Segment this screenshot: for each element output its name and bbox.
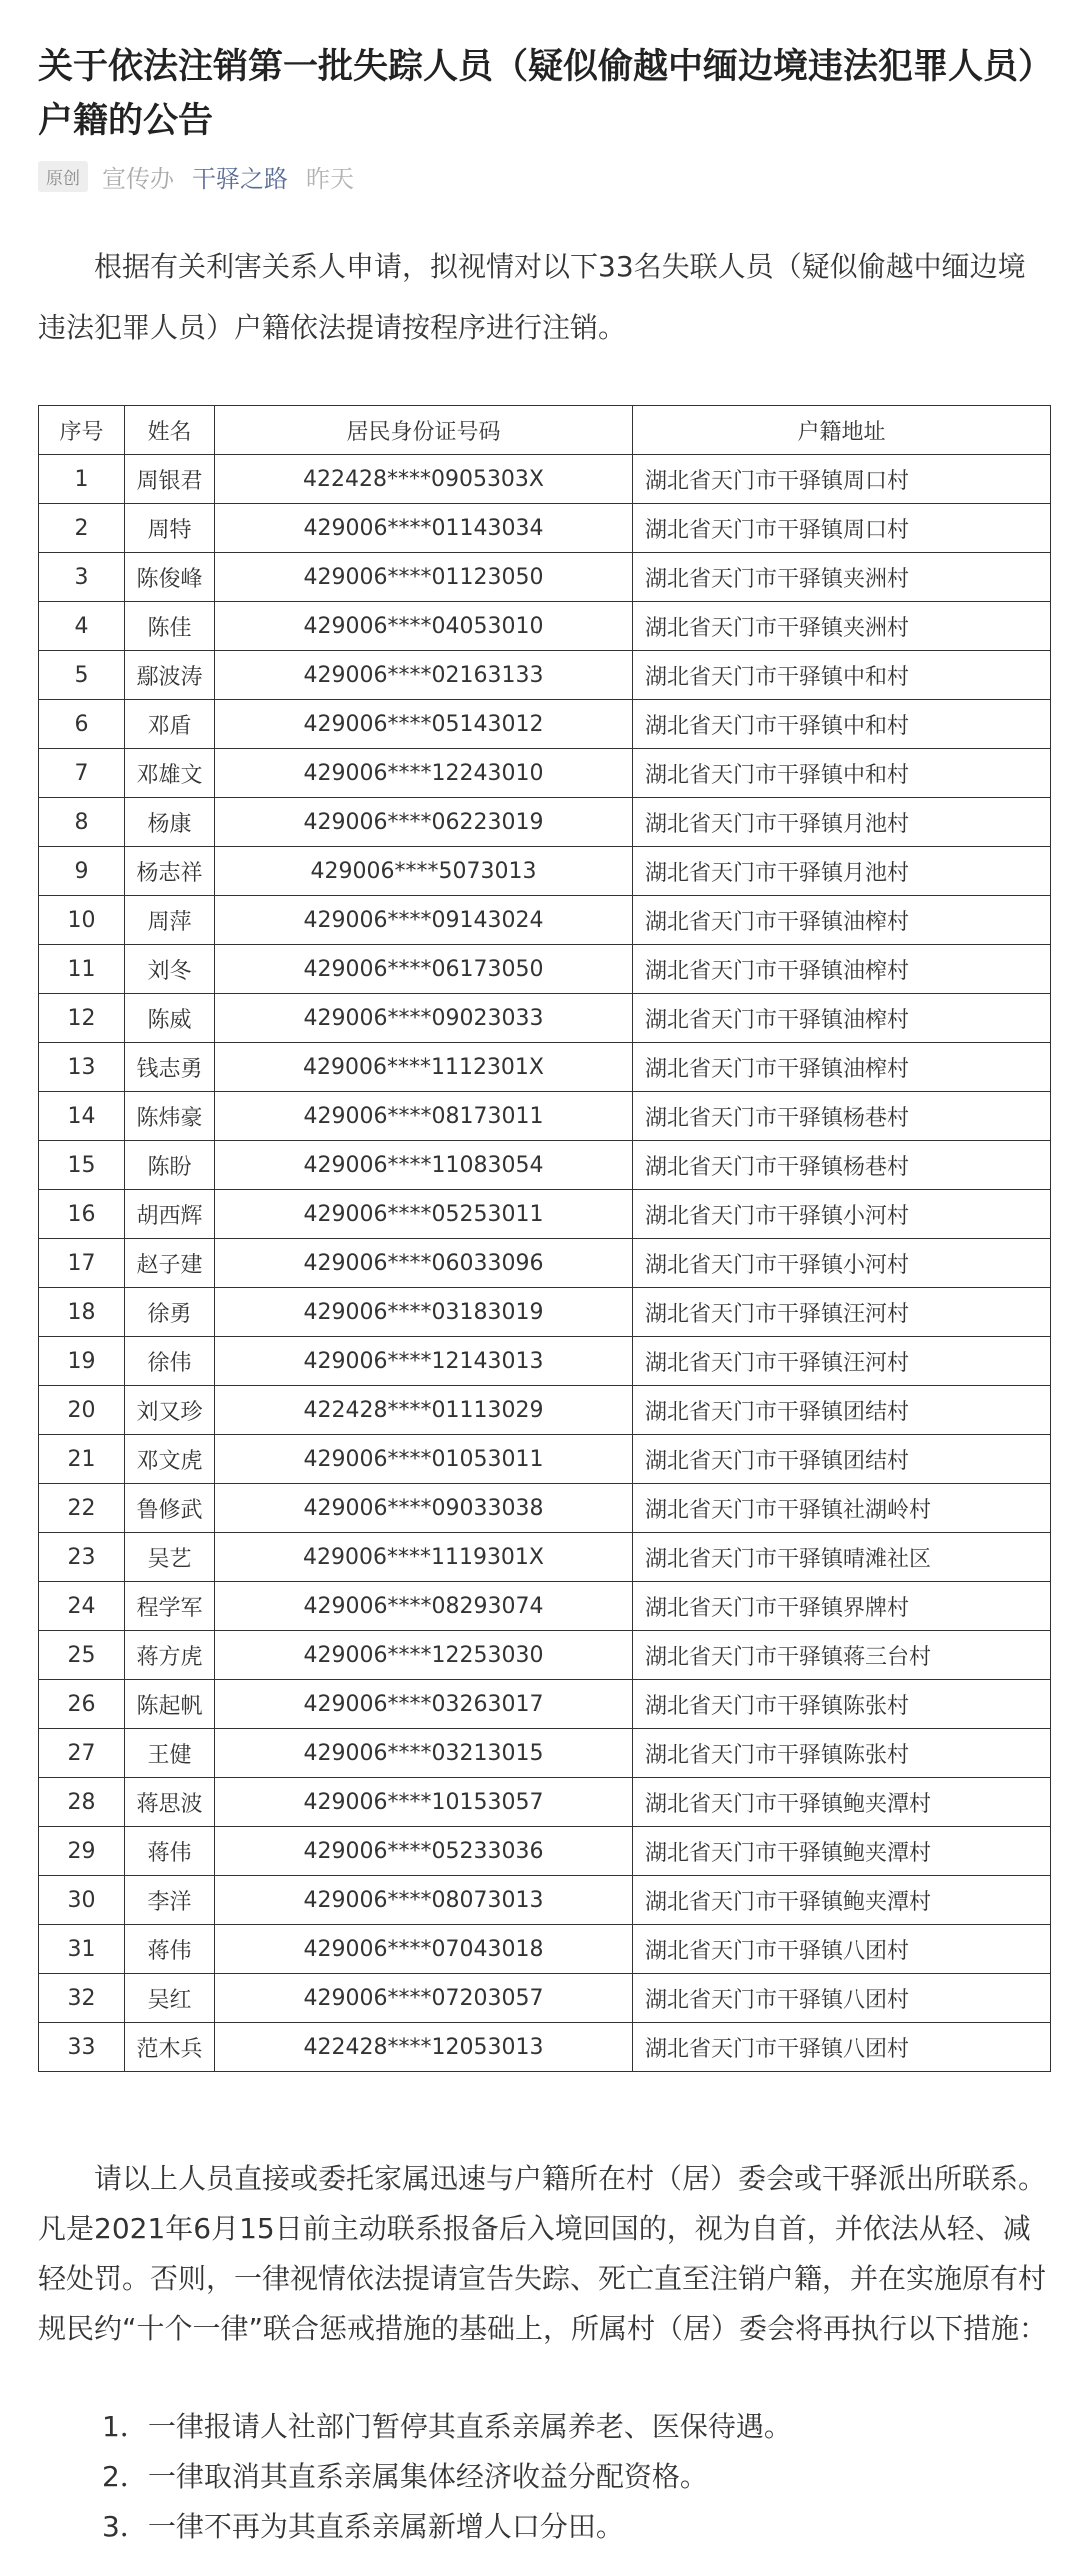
- id-number: 429006****09033038: [215, 1484, 633, 1533]
- table-row: [39, 700, 1051, 749]
- table-row: [39, 602, 1051, 651]
- original-badge: 原创: [38, 161, 88, 192]
- table-row: [39, 847, 1051, 896]
- id-number: 429006****08173011: [215, 1092, 633, 1141]
- table-row: [39, 1925, 1051, 1974]
- id-number: 422428****01113029: [215, 1386, 633, 1435]
- household-address: 湖北省天门市干驿镇团结村: [633, 1386, 1051, 1435]
- id-number: 429006****06223019: [215, 798, 633, 847]
- missing-persons-table: [38, 405, 1051, 2072]
- household-address: 湖北省天门市干驿镇油榨村: [633, 994, 1051, 1043]
- row-number: 13: [39, 1043, 125, 1092]
- row-number: 6: [39, 700, 125, 749]
- table-row: [39, 1092, 1051, 1141]
- id-number: 429006****07203057: [215, 1974, 633, 2023]
- table-row: [39, 1827, 1051, 1876]
- person-name: 刘冬: [125, 945, 215, 994]
- notice-text: 请以上人员直接或委托家属迅速与户籍所在村（居）委会或干驿派出所联系。凡是2021年6月15日前主动联系报备后入境回国的，视为自首，并依法从轻、减轻处罚。否则，一律视情依法提请宣告失踪、死亡直至注销户籍，并在实施原有村规民约“十个一律”联合惩戒措施的基础上，所属村（居）委会将再执行以下措施：: [38, 2162, 1048, 2345]
- person-name: 邓盾: [125, 700, 215, 749]
- household-address: 湖北省天门市干驿镇界牌村: [633, 1582, 1051, 1631]
- id-number: 429006****08293074: [215, 1582, 633, 1631]
- id-number: 422428****12053013: [215, 2023, 633, 2072]
- author-name: 宣传办: [102, 164, 174, 193]
- measure-item: 2．一律取消其直系亲属集体经济收益分配资格。: [102, 2460, 708, 2493]
- id-number: 429006****08073013: [215, 1876, 633, 1925]
- id-number: 429006****12243010: [215, 749, 633, 798]
- id-number: 429006****01123050: [215, 553, 633, 602]
- row-number: 22: [39, 1484, 125, 1533]
- person-name: 陈俊峰: [125, 553, 215, 602]
- table-row: [39, 1631, 1051, 1680]
- household-address: 湖北省天门市干驿镇鲍夹潭村: [633, 1876, 1051, 1925]
- id-number: 429006****02163133: [215, 651, 633, 700]
- household-address: 湖北省天门市干驿镇周口村: [633, 504, 1051, 553]
- table-row: [39, 1680, 1051, 1729]
- table-row: [39, 455, 1051, 504]
- person-name: 杨康: [125, 798, 215, 847]
- id-number: 429006****1112301X: [215, 1043, 633, 1092]
- person-name: 鄢波涛: [125, 651, 215, 700]
- person-name: 徐勇: [125, 1288, 215, 1337]
- account-name-link[interactable]: 干驿之路: [192, 164, 288, 193]
- row-number: 4: [39, 602, 125, 651]
- household-address: 湖北省天门市干驿镇晴滩社区: [633, 1533, 1051, 1582]
- person-name: 周萍: [125, 896, 215, 945]
- id-number: 429006****03263017: [215, 1680, 633, 1729]
- person-name: 李洋: [125, 1876, 215, 1925]
- person-name: 钱志勇: [125, 1043, 215, 1092]
- id-number: 429006****06173050: [215, 945, 633, 994]
- table-row: [39, 1190, 1051, 1239]
- household-address: 湖北省天门市干驿镇八团村: [633, 1925, 1051, 1974]
- row-number: 16: [39, 1190, 125, 1239]
- table-row: [39, 1778, 1051, 1827]
- row-number: 1: [39, 455, 125, 504]
- row-number: 24: [39, 1582, 125, 1631]
- id-number: 429006****03213015: [215, 1729, 633, 1778]
- table-row: [39, 1876, 1051, 1925]
- row-number: 26: [39, 1680, 125, 1729]
- row-number: 25: [39, 1631, 125, 1680]
- household-address: 湖北省天门市干驿镇汪河村: [633, 1288, 1051, 1337]
- household-address: 湖北省天门市干驿镇夹洲村: [633, 553, 1051, 602]
- person-name: 周银君: [125, 455, 215, 504]
- person-name: 邓雄文: [125, 749, 215, 798]
- person-name: 陈威: [125, 994, 215, 1043]
- person-name: 陈炜豪: [125, 1092, 215, 1141]
- table-row: [39, 1288, 1051, 1337]
- row-number: 7: [39, 749, 125, 798]
- person-name: 陈盼: [125, 1141, 215, 1190]
- header-no: 序号: [39, 406, 125, 455]
- household-address: 湖北省天门市干驿镇油榨村: [633, 896, 1051, 945]
- measures-list: [38, 2402, 1048, 2552]
- row-number: 15: [39, 1141, 125, 1190]
- measure-item: 1．一律报请人社部门暂停其直系亲属养老、医保待遇。: [102, 2410, 792, 2443]
- household-address: 湖北省天门市干驿镇陈张村: [633, 1680, 1051, 1729]
- id-number: 429006****07043018: [215, 1925, 633, 1974]
- row-number: 28: [39, 1778, 125, 1827]
- row-number: 31: [39, 1925, 125, 1974]
- table-row: [39, 1484, 1051, 1533]
- household-address: 湖北省天门市干驿镇鲍夹潭村: [633, 1778, 1051, 1827]
- row-number: 23: [39, 1533, 125, 1582]
- id-number: 429006****12253030: [215, 1631, 633, 1680]
- row-number: 3: [39, 553, 125, 602]
- person-name: 蒋思波: [125, 1778, 215, 1827]
- row-number: 18: [39, 1288, 125, 1337]
- household-address: 湖北省天门市干驿镇油榨村: [633, 1043, 1051, 1092]
- row-number: 12: [39, 994, 125, 1043]
- household-address: 湖北省天门市干驿镇八团村: [633, 2023, 1051, 2072]
- row-number: 32: [39, 1974, 125, 2023]
- table-row: [39, 1582, 1051, 1631]
- id-number: 429006****11083054: [215, 1141, 633, 1190]
- household-address: 湖北省天门市干驿镇中和村: [633, 749, 1051, 798]
- household-address: 湖北省天门市干驿镇陈张村: [633, 1729, 1051, 1778]
- household-address: 湖北省天门市干驿镇社湖岭村: [633, 1484, 1051, 1533]
- table-row: [39, 1043, 1051, 1092]
- table-row: [39, 1974, 1051, 2023]
- id-number: 429006****03183019: [215, 1288, 633, 1337]
- table-row: [39, 945, 1051, 994]
- row-number: 9: [39, 847, 125, 896]
- household-address: 湖北省天门市干驿镇杨巷村: [633, 1141, 1051, 1190]
- notice-paragraph: [38, 2154, 1048, 2354]
- household-address: 湖北省天门市干驿镇中和村: [633, 651, 1051, 700]
- person-name: 吴艺: [125, 1533, 215, 1582]
- id-number: 429006****04053010: [215, 602, 633, 651]
- header-name: 姓名: [125, 406, 215, 455]
- row-number: 10: [39, 896, 125, 945]
- household-address: 湖北省天门市干驿镇夹洲村: [633, 602, 1051, 651]
- row-number: 30: [39, 1876, 125, 1925]
- header-address: 户籍地址: [633, 406, 1051, 455]
- id-number: 429006****09143024: [215, 896, 633, 945]
- id-number: 429006****05253011: [215, 1190, 633, 1239]
- row-number: 8: [39, 798, 125, 847]
- row-number: 20: [39, 1386, 125, 1435]
- person-name: 范木兵: [125, 2023, 215, 2072]
- row-number: 17: [39, 1239, 125, 1288]
- id-number: 429006****05143012: [215, 700, 633, 749]
- row-number: 21: [39, 1435, 125, 1484]
- table-row: [39, 2023, 1051, 2072]
- row-number: 2: [39, 504, 125, 553]
- table-row: [39, 1729, 1051, 1778]
- row-number: 14: [39, 1092, 125, 1141]
- table-header-row: [39, 406, 1051, 455]
- person-name: 吴红: [125, 1974, 215, 2023]
- person-name: 周特: [125, 504, 215, 553]
- person-name: 徐伟: [125, 1337, 215, 1386]
- row-number: 33: [39, 2023, 125, 2072]
- person-name: 王健: [125, 1729, 215, 1778]
- row-number: 11: [39, 945, 125, 994]
- publish-date: 昨天: [306, 164, 354, 193]
- person-name: 蒋伟: [125, 1925, 215, 1974]
- id-number: 429006****01143034: [215, 504, 633, 553]
- table-row: [39, 749, 1051, 798]
- table-row: [39, 651, 1051, 700]
- article-meta: [38, 158, 354, 194]
- person-name: 刘又珍: [125, 1386, 215, 1435]
- household-address: 湖北省天门市干驿镇汪河村: [633, 1337, 1051, 1386]
- household-address: 湖北省天门市干驿镇杨巷村: [633, 1092, 1051, 1141]
- person-name: 赵子建: [125, 1239, 215, 1288]
- table-row: [39, 553, 1051, 602]
- intro-paragraph: 根据有关利害关系人申请，拟视情对以下33名失联人员（疑似偷越中缅边境违法犯罪人员）户籍依法提请按程序进行注销。: [38, 250, 1026, 344]
- id-number: 429006****5073013: [215, 847, 633, 896]
- table-row: [39, 1337, 1051, 1386]
- id-number: 429006****12143013: [215, 1337, 633, 1386]
- table-row: [39, 896, 1051, 945]
- person-name: 陈佳: [125, 602, 215, 651]
- id-number: 429006****05233036: [215, 1827, 633, 1876]
- household-address: 湖北省天门市干驿镇月池村: [633, 798, 1051, 847]
- article-title: 关于依法注销第一批失踪人员（疑似偷越中缅边境违法犯罪人员）户籍的公告: [38, 47, 1036, 141]
- household-address: 湖北省天门市干驿镇月池村: [633, 847, 1051, 896]
- id-number: 429006****01053011: [215, 1435, 633, 1484]
- id-number: 429006****10153057: [215, 1778, 633, 1827]
- household-address: 湖北省天门市干驿镇小河村: [633, 1239, 1051, 1288]
- household-address: 湖北省天门市干驿镇中和村: [633, 700, 1051, 749]
- person-name: 陈起帆: [125, 1680, 215, 1729]
- person-name: 邓文虎: [125, 1435, 215, 1484]
- id-number: 429006****1119301X: [215, 1533, 633, 1582]
- row-number: 5: [39, 651, 125, 700]
- row-number: 19: [39, 1337, 125, 1386]
- table-body: [39, 455, 1051, 2072]
- table-row: [39, 1239, 1051, 1288]
- table-row: [39, 1386, 1051, 1435]
- person-name: 胡西辉: [125, 1190, 215, 1239]
- table-row: [39, 504, 1051, 553]
- id-number: 422428****0905303X: [215, 455, 633, 504]
- id-number: 429006****06033096: [215, 1239, 633, 1288]
- table-row: [39, 798, 1051, 847]
- table-row: [39, 1533, 1051, 1582]
- person-name: 程学军: [125, 1582, 215, 1631]
- household-address: 湖北省天门市干驿镇团结村: [633, 1435, 1051, 1484]
- table-row: [39, 994, 1051, 1043]
- row-number: 27: [39, 1729, 125, 1778]
- id-number: 429006****09023033: [215, 994, 633, 1043]
- household-address: 湖北省天门市干驿镇鲍夹潭村: [633, 1827, 1051, 1876]
- table-row: [39, 1435, 1051, 1484]
- household-address: 湖北省天门市干驿镇八团村: [633, 1974, 1051, 2023]
- household-address: 湖北省天门市干驿镇蒋三台村: [633, 1631, 1051, 1680]
- household-address: 湖北省天门市干驿镇油榨村: [633, 945, 1051, 994]
- person-name: 杨志祥: [125, 847, 215, 896]
- header-id-number: 居民身份证号码: [215, 406, 633, 455]
- person-name: 鲁修武: [125, 1484, 215, 1533]
- person-name: 蒋伟: [125, 1827, 215, 1876]
- household-address: 湖北省天门市干驿镇周口村: [633, 455, 1051, 504]
- household-address: 湖北省天门市干驿镇小河村: [633, 1190, 1051, 1239]
- row-number: 29: [39, 1827, 125, 1876]
- measure-item: 3．一律不再为其直系亲属新增人口分田。: [102, 2510, 624, 2543]
- table-row: [39, 1141, 1051, 1190]
- person-name: 蒋方虎: [125, 1631, 215, 1680]
